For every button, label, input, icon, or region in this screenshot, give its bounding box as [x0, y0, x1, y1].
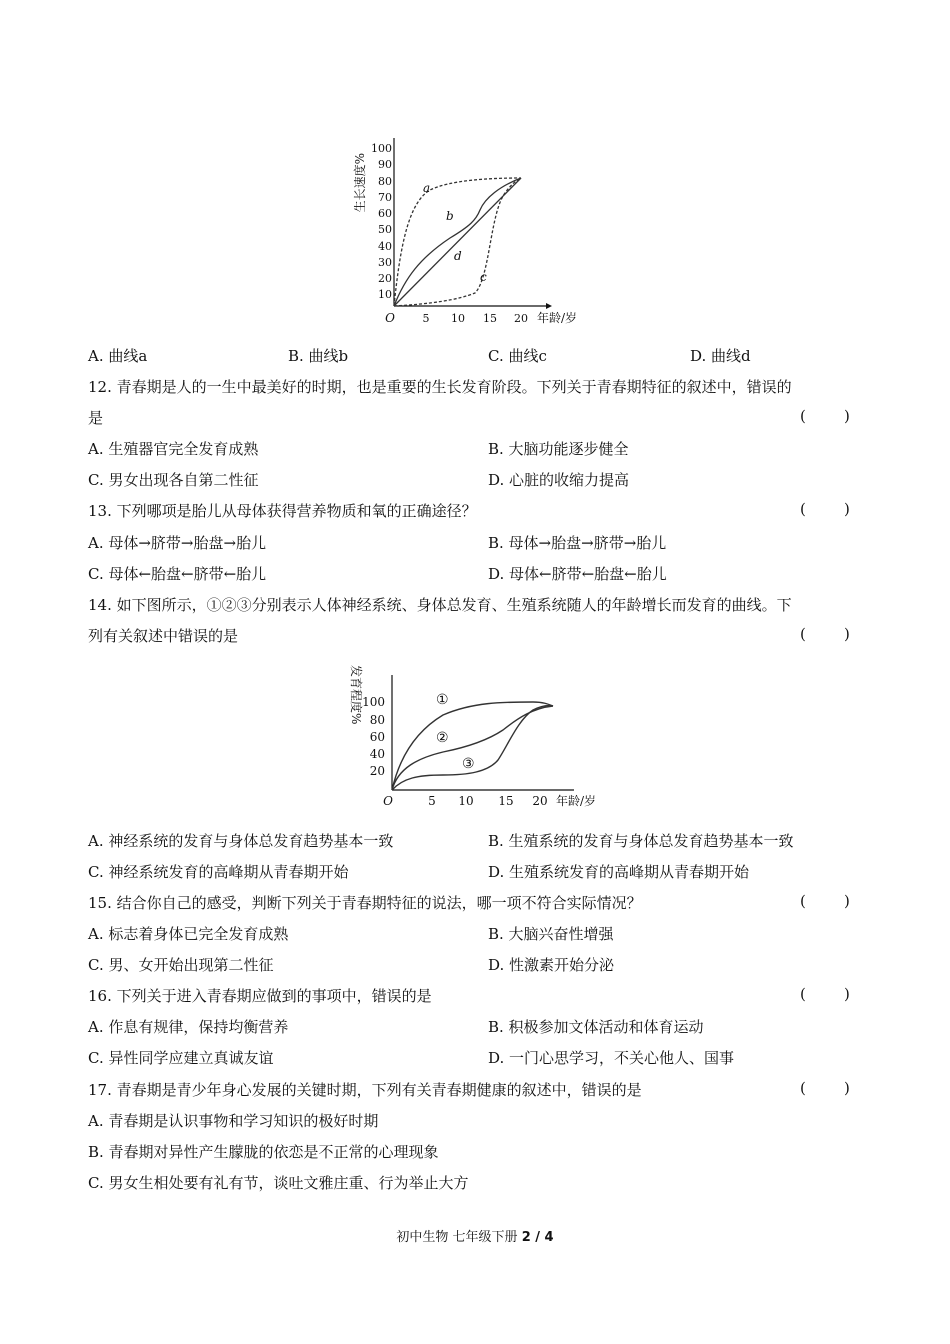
x-tick: 5 — [422, 312, 430, 325]
q14-option-c: C. 神经系统发育的高峰期从青春期开始 — [88, 863, 349, 881]
q17-stem: 17. 青春期是青少年身心发展的关键时期，下列有关青春期健康的叙述中，错误的是 — [88, 1081, 642, 1099]
q15-option-c: C. 男、女开始出现第二性征 — [88, 956, 274, 974]
q12-option-a: A. 生殖器官完全发育成熟 — [88, 440, 259, 458]
page-number: 2 / 4 — [521, 1230, 554, 1245]
q17-answer-blank[interactable]: ( ) — [800, 1079, 850, 1097]
curve-3-reproductive — [392, 706, 553, 790]
q16-stem: 16. 下列关于进入青春期应做到的事项中，错误的是 — [88, 987, 432, 1005]
q16-option-b: B. 积极参加文体活动和体育运动 — [488, 1018, 704, 1036]
q11-option-d: D. 曲线d — [690, 347, 751, 365]
x-axis-arrow — [546, 303, 552, 309]
footer-text: 初中生物 七年级下册 — [396, 1230, 522, 1245]
q11-option-c: C. 曲线c — [488, 347, 547, 365]
growth-speed-chart — [350, 128, 590, 328]
x-tick-origin: O — [383, 794, 393, 808]
x-tick: 10 — [451, 312, 465, 325]
y-tick: 70 — [378, 191, 392, 204]
y-tick: 100 — [362, 695, 385, 709]
x-tick: 15 — [483, 312, 497, 325]
x-axis-label: 年龄/岁 — [537, 311, 578, 325]
q15-option-d: D. 性激素开始分泌 — [488, 956, 615, 974]
q13-stem: 13. 下列哪项是胎儿从母体获得营养物质和氧的正确途径？ — [88, 502, 477, 520]
y-tick: 50 — [378, 223, 392, 236]
x-ticks — [383, 794, 548, 808]
q12-stem-line1: 12. 青春期是人的一生中最美好的时期，也是重要的生长发育阶段。下列关于青春期特征的叙述中，错误的 — [88, 378, 792, 396]
q16-option-d: D. 一门心思学习，不关心他人、国事 — [488, 1049, 735, 1067]
q14-option-b: B. 生殖系统的发育与身体总发育趋势基本一致 — [488, 832, 794, 850]
curve-label-3: ③ — [462, 756, 475, 772]
y-tick: 90 — [378, 158, 392, 171]
q13-option-a: A. 母体→脐带→胎盘→胎儿 — [88, 534, 267, 552]
q15-stem: 15. 结合你自己的感受，判断下列关于青春期特征的说法，哪一项不符合实际情况？ — [88, 894, 642, 912]
q14-option-a: A. 神经系统的发育与身体总发育趋势基本一致 — [88, 832, 394, 850]
curve-label-a: a — [423, 181, 431, 195]
y-tick: 40 — [378, 240, 392, 253]
y-axis-label: 生长速度% — [353, 153, 367, 213]
y-tick: 40 — [369, 747, 385, 761]
q17-option-c: C. 男女生相处要有礼有节，谈吐文雅庄重、行为举止大方 — [88, 1174, 469, 1192]
x-tick: 15 — [498, 794, 514, 808]
q12-stem-line2: 是 — [88, 409, 104, 427]
q13-answer-blank[interactable]: ( ) — [800, 500, 850, 518]
q16-option-a: A. 作息有规律，保持均衡营养 — [88, 1018, 289, 1036]
q14-option-d: D. 生殖系统发育的高峰期从青春期开始 — [488, 863, 750, 881]
q15-option-b: B. 大脑兴奋性增强 — [488, 925, 614, 943]
x-tick-origin: O — [385, 311, 395, 325]
curve-d — [394, 178, 521, 306]
development-degree-chart — [338, 660, 608, 815]
x-axis-label: 年龄/岁 — [556, 794, 597, 808]
q14-answer-blank[interactable]: ( ) — [800, 625, 850, 643]
q12-option-b: B. 大脑功能逐步健全 — [488, 440, 629, 458]
q16-option-c: C. 异性同学应建立真诚友谊 — [88, 1049, 274, 1067]
curve-label-c: c — [480, 270, 487, 284]
q11-option-a: A. 曲线a — [88, 347, 148, 365]
q17-option-a: A. 青春期是认识事物和学习知识的极好时期 — [88, 1112, 379, 1130]
q17-option-b: B. 青春期对异性产生朦胧的依恋是不正常的心理现象 — [88, 1143, 439, 1161]
q13-option-d: D. 母体←脐带←胎盘←胎儿 — [488, 565, 667, 583]
y-ticks — [362, 695, 385, 778]
q16-answer-blank[interactable]: ( ) — [800, 985, 850, 1003]
q15-answer-blank[interactable]: ( ) — [800, 892, 850, 910]
y-tick: 10 — [378, 288, 392, 301]
page-footer — [0, 1226, 950, 1245]
y-tick: 60 — [378, 207, 392, 220]
q11-option-b: B. 曲线b — [288, 347, 349, 365]
q15-option-a: A. 标志着身体已完全发育成熟 — [88, 925, 289, 943]
y-tick: 20 — [378, 272, 392, 285]
y-ticks — [371, 142, 392, 301]
y-tick: 80 — [369, 713, 385, 727]
q13-option-c: C. 母体←胎盘←脐带←胎儿 — [88, 565, 267, 583]
q14-stem-line1: 14. 如下图所示，①②③分别表示人体神经系统、身体总发育、生殖系统随人的年龄增长而发育的曲线。下 — [88, 596, 792, 614]
q12-option-c: C. 男女出现各自第二性征 — [88, 471, 259, 489]
x-tick: 20 — [532, 794, 548, 808]
y-tick: 20 — [369, 764, 385, 778]
x-ticks — [385, 311, 528, 325]
x-tick: 5 — [428, 794, 436, 808]
curve-label-1: ① — [436, 692, 449, 708]
y-tick: 60 — [369, 730, 385, 744]
curve-label-b: b — [446, 209, 454, 223]
q12-answer-blank[interactable]: ( ) — [800, 407, 850, 425]
y-axis-label: 发育程度% — [349, 665, 363, 725]
curve-label-2: ② — [436, 730, 449, 746]
x-tick: 10 — [458, 794, 474, 808]
curve-label-d: d — [454, 249, 462, 263]
y-tick: 100 — [371, 142, 392, 155]
y-tick: 30 — [378, 256, 392, 269]
q13-option-b: B. 母体→胎盘→脐带→胎儿 — [488, 534, 667, 552]
y-tick: 80 — [378, 175, 392, 188]
q14-stem-line2: 列有关叙述中错误的是 — [88, 627, 239, 645]
q12-option-d: D. 心脏的收缩力提高 — [488, 471, 630, 489]
x-tick: 20 — [514, 312, 528, 325]
